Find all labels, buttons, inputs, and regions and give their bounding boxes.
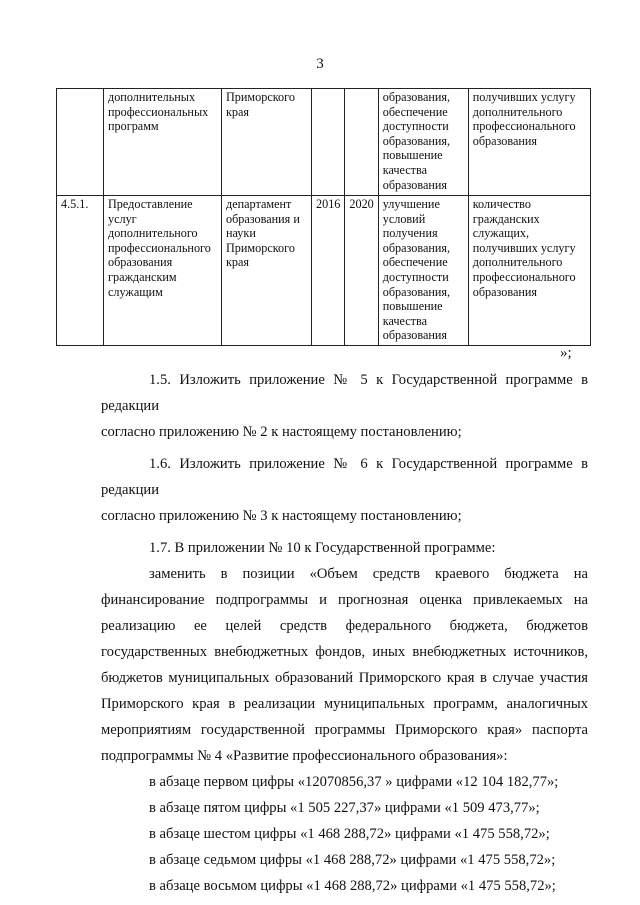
cell-end-year	[345, 89, 378, 196]
cell-start-year	[312, 89, 345, 196]
paragraph-replace-4: государственных внебюджетных фондов, иных внебюджетных источников,	[101, 644, 588, 660]
paragraph-replace-2: финансирование подпрограммы и прогнозная оценка привлекаемых на	[101, 592, 588, 608]
paragraph-replace-7: мероприятиям государственной программы Приморского края» паспорта	[101, 722, 588, 738]
list-item: в абзаце восьмом цифры «1 468 288,72» цифрами «1 475 558,72»;	[149, 878, 556, 894]
measures-table	[56, 88, 591, 346]
body-text	[101, 367, 588, 899]
paragraph-1-7: 1.7. В приложении № 10 к Государственной программе:	[149, 540, 496, 556]
cell-end-year: 2020	[345, 196, 378, 346]
list-item: в абзаце шестом цифры «1 468 288,72» цифрами «1 475 558,72»;	[149, 826, 550, 842]
paragraph-1-6: 1.6. Изложить приложение № 6 к Государственной программе в редакции	[101, 456, 588, 498]
cell-num	[57, 89, 104, 196]
list-item: в абзаце первом цифры «12070856,37 » цифрами «12 104 182,77»;	[149, 774, 559, 790]
cell-result: образования, обеспечение доступности образования, повышение качества образования	[378, 89, 468, 196]
cell-indicator: количество гражданских служащих, получивших услугу дополнительного профессионального образования	[468, 196, 590, 346]
cell-start-year: 2016	[312, 196, 345, 346]
paragraph-replace-3: реализацию ее целей средств федерального бюджета, бюджетов	[101, 618, 588, 634]
cell-executor: Приморского края	[222, 89, 312, 196]
paragraph-1-6-cont: согласно приложению № 3 к настоящему постановлению;	[101, 508, 462, 524]
paragraph-replace-1: заменить в позиции «Объем средств краевого бюджета на	[149, 566, 588, 582]
paragraph-1-5: 1.5. Изложить приложение № 5 к Государственной программе в редакции	[101, 372, 588, 414]
paragraph-replace-8: подпрограммы № 4 «Развитие профессионального образования»:	[101, 748, 508, 764]
cell-num: 4.5.1.	[57, 196, 104, 346]
cell-name: дополнительных профессиональных программ	[104, 89, 222, 196]
table-row	[57, 196, 591, 346]
paragraph-replace-6: Приморского края в реализации муниципальных программ, аналогичных	[101, 696, 588, 712]
table-row	[57, 89, 591, 196]
cell-executor: департамент образования и науки Приморского края	[222, 196, 312, 346]
table-closing-quote: »;	[560, 345, 572, 361]
cell-name: Предоставление услуг дополнительного профессионального образования гражданским служащим	[104, 196, 222, 346]
cell-result: улучшение условий получения образования, обеспечение доступности образования, повышение качества образования	[378, 196, 468, 346]
list-item: в абзаце пятом цифры «1 505 227,37» цифрами «1 509 473,77»;	[149, 800, 540, 816]
paragraph-replace-5: бюджетов муниципальных образований Приморского края в случае участия	[101, 670, 588, 686]
paragraph-1-5-cont: согласно приложению № 2 к настоящему постановлению;	[101, 424, 462, 440]
cell-indicator: получивших услугу дополнительного профессионального образования	[468, 89, 590, 196]
page-number: 3	[316, 56, 324, 72]
list-item: в абзаце седьмом цифры «1 468 288,72» цифрами «1 475 558,72»;	[149, 852, 556, 868]
